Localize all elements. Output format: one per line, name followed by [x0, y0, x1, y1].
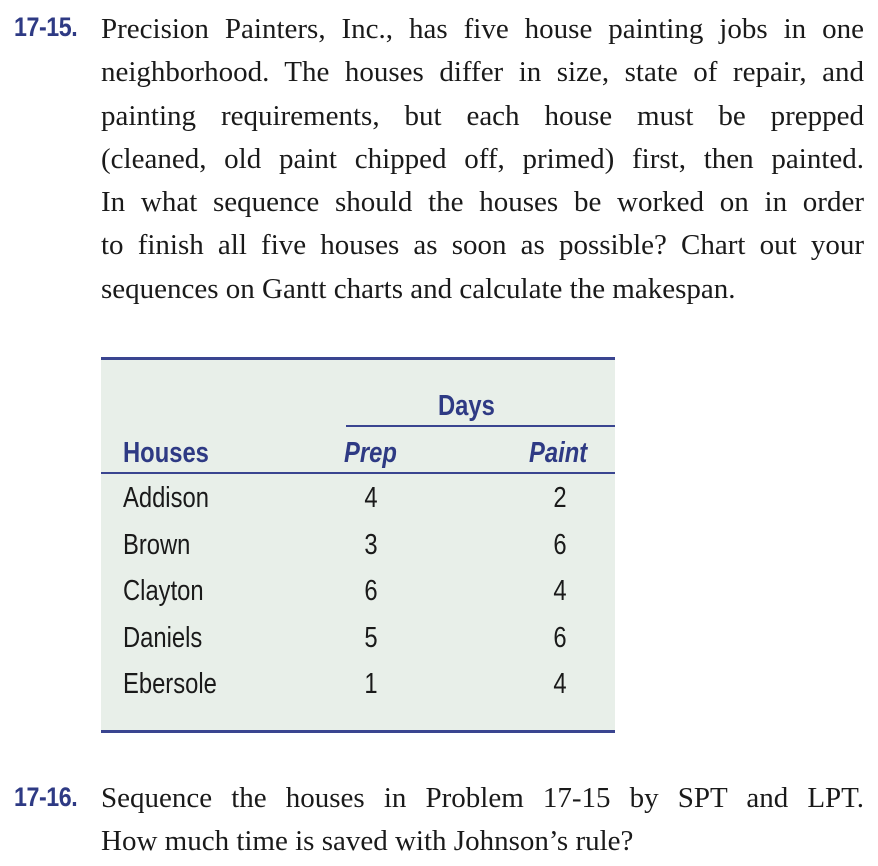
paint-days: 4 — [553, 575, 567, 607]
problem-text-line: How much time is saved with Johnson’s rule? — [101, 825, 634, 858]
house-name: Clayton — [123, 575, 204, 607]
house-name: Daniels — [123, 622, 203, 654]
column-header-prep: Prep — [344, 437, 397, 469]
table-row — [101, 622, 615, 668]
problem-text-line: (cleaned, old paint chipped off, primed) first, then painted. — [101, 142, 864, 175]
house-name: Addison — [123, 482, 209, 514]
days-header-rule — [346, 425, 615, 427]
problem-text — [101, 777, 864, 864]
table-row — [101, 575, 615, 621]
prep-days: 3 — [364, 529, 378, 561]
table-row — [101, 529, 615, 575]
table-row — [101, 668, 615, 714]
prep-days: 6 — [364, 575, 378, 607]
problem-number: 17-16. — [14, 782, 78, 812]
house-name: Ebersole — [123, 668, 217, 700]
paint-days: 2 — [553, 482, 567, 514]
table-row — [101, 482, 615, 528]
prep-days: 5 — [364, 622, 378, 654]
paint-days: 6 — [553, 622, 567, 654]
house-name: Brown — [123, 529, 191, 561]
problem-text-line: In what sequence should the houses be worked on in order — [101, 186, 864, 219]
problem-text-line: to finish all five houses as soon as possible? Chart out your — [101, 229, 864, 262]
column-header-houses: Houses — [123, 437, 209, 469]
problem-number: 17-15. — [14, 12, 78, 42]
column-header-paint: Paint — [529, 437, 588, 469]
problem-text-line: sequences on Gantt charts and calculate the makespan. — [101, 272, 736, 305]
house-data-table — [101, 357, 615, 733]
problem-text-line: Precision Painters, Inc., has five house painting jobs in one — [101, 13, 864, 45]
prep-days: 1 — [364, 668, 378, 700]
problem-text — [101, 8, 864, 311]
paint-days: 6 — [553, 529, 567, 561]
prep-days: 4 — [364, 482, 378, 514]
header-rule — [101, 472, 615, 474]
problem-text-line: neighborhood. The houses differ in size, state of repair, and — [101, 56, 864, 89]
problem-text-line: Sequence the houses in Problem 17-15 by SPT and LPT. — [101, 782, 864, 814]
days-group-header: Days — [438, 390, 495, 422]
paint-days: 4 — [553, 668, 567, 700]
problem-text-line: painting requirements, but each house must be prepped — [101, 99, 864, 132]
